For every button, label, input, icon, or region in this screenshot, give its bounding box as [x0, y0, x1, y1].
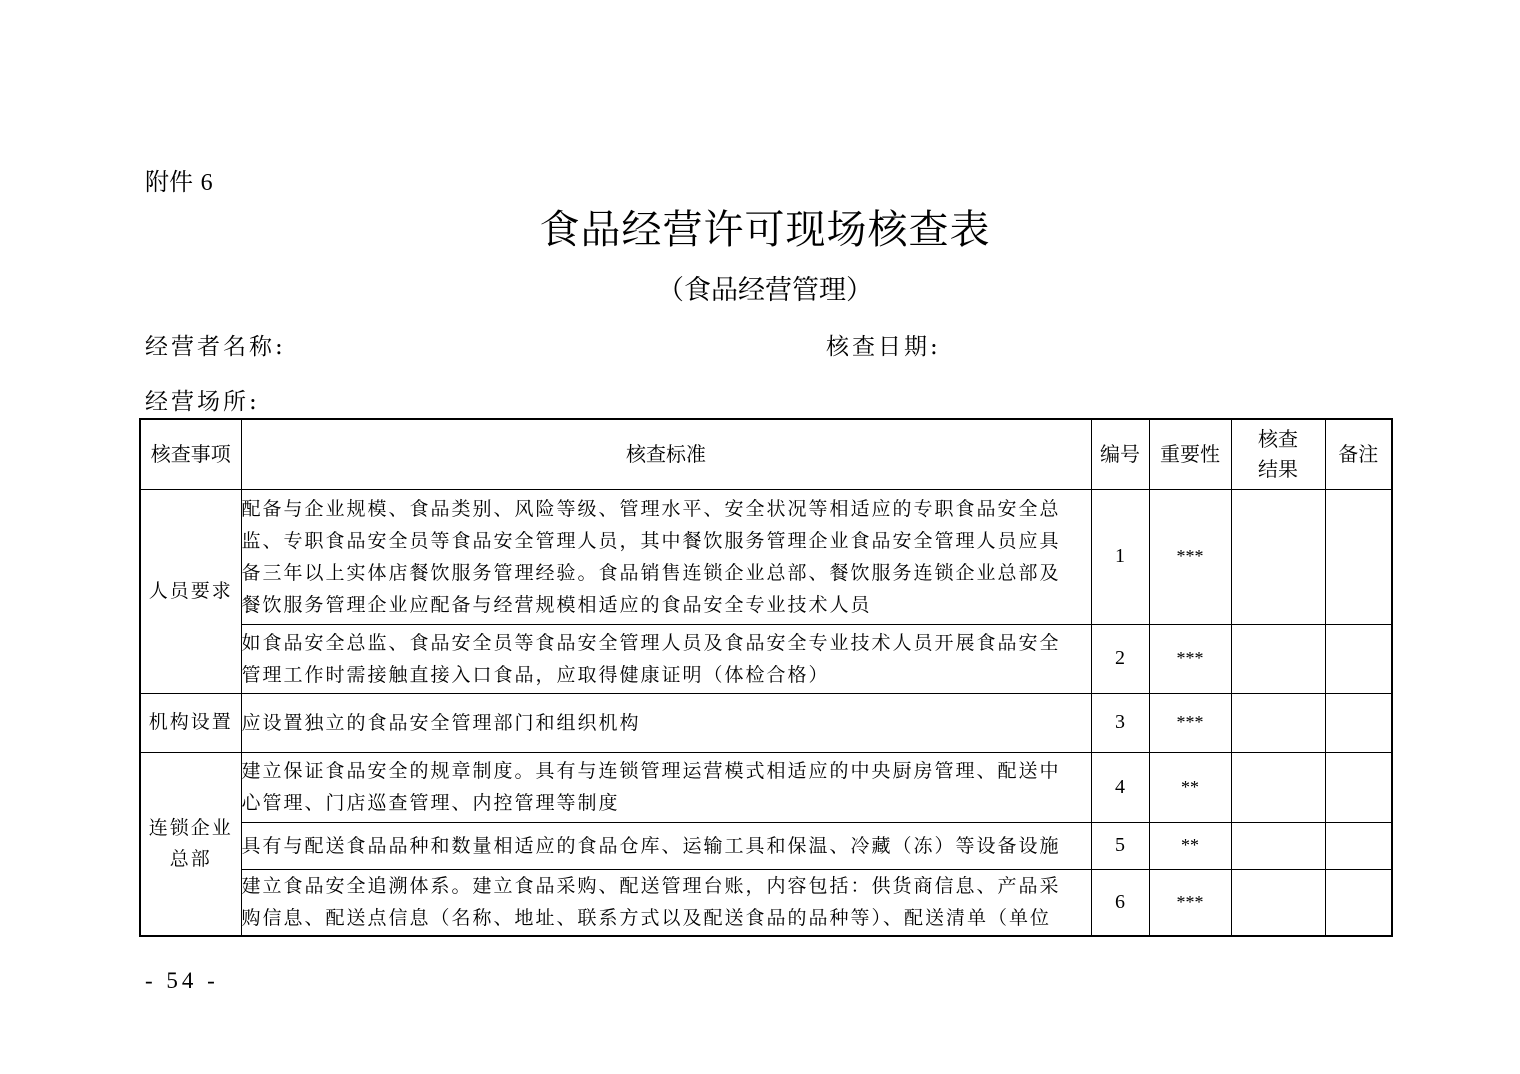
table-row	[140, 489, 1392, 624]
header-remarks: 备注	[1325, 419, 1392, 489]
standard-line: 具有与配送食品品种和数量相适应的食品仓库、运输工具和保温、冷藏（冻）等设备设施	[241, 834, 1061, 857]
header-result-line1: 核查	[1258, 427, 1298, 452]
document-title: 食品经营许可现场核查表	[539, 207, 991, 253]
inspection-table	[139, 418, 1393, 937]
result-cell[interactable]	[1231, 489, 1325, 624]
standard-line: 购信息、配送点信息（名称、地址、联系方式以及配送食品的品种等）、配送清单（单位	[241, 907, 1052, 930]
category-cell: 机构设置	[140, 693, 241, 752]
standard-line: 配备与企业规模、食品类别、风险等级、管理水平、安全状况等相适应的专职食品安全总	[241, 497, 1061, 520]
table-row	[140, 693, 1392, 752]
attachment-number: 6	[200, 170, 213, 196]
standard-line: 管理工作时需接触直接入口食品，应取得健康证明（体检合格）	[241, 663, 830, 686]
standard-cell	[241, 869, 1091, 936]
category-cell: 人员要求	[140, 489, 241, 693]
premises-label: 经营场所:	[145, 389, 260, 415]
importance-cell: ***	[1149, 489, 1231, 624]
header-item: 核查事项	[140, 419, 241, 489]
remarks-cell[interactable]	[1325, 752, 1392, 822]
attachment-label	[145, 162, 213, 197]
number-cell: 2	[1091, 624, 1149, 693]
check-date-label: 核查日期:	[826, 334, 941, 360]
remarks-cell[interactable]	[1325, 869, 1392, 936]
page-number: - 54 -	[145, 968, 219, 993]
header-standard: 核查标准	[241, 419, 1091, 489]
result-cell[interactable]	[1231, 693, 1325, 752]
header-number: 编号	[1091, 419, 1149, 489]
number-cell: 4	[1091, 752, 1149, 822]
standard-line: 建立食品安全追溯体系。建立食品采购、配送管理台账，内容包括：供货商信息、产品采	[241, 875, 1061, 898]
document-subtitle: （食品经营管理）	[657, 275, 873, 306]
header-result-line2: 结果	[1258, 457, 1298, 482]
table-row	[140, 822, 1392, 869]
importance-cell: **	[1149, 752, 1231, 822]
table-row	[140, 869, 1392, 936]
attachment-text: 附件	[145, 168, 193, 196]
standard-cell	[241, 624, 1091, 693]
standard-cell	[241, 822, 1091, 869]
result-cell[interactable]	[1231, 822, 1325, 869]
number-cell: 1	[1091, 489, 1149, 624]
standard-cell	[241, 489, 1091, 624]
importance-cell: **	[1149, 822, 1231, 869]
header-result	[1231, 419, 1325, 489]
category-line: 连锁企业	[148, 816, 233, 839]
standard-cell	[241, 752, 1091, 822]
standard-line: 餐饮服务管理企业应配备与经营规模相适应的食品安全专业技术人员	[241, 593, 872, 616]
remarks-cell[interactable]	[1325, 693, 1392, 752]
result-cell[interactable]	[1231, 752, 1325, 822]
number-cell: 6	[1091, 869, 1149, 936]
header-importance: 重要性	[1149, 419, 1231, 489]
table-row	[140, 624, 1392, 693]
importance-cell: ***	[1149, 869, 1231, 936]
category-cell	[140, 752, 241, 936]
result-cell[interactable]	[1231, 869, 1325, 936]
importance-cell: ***	[1149, 693, 1231, 752]
standard-line: 如食品安全总监、食品安全员等食品安全管理人员及食品安全专业技术人员开展食品安全	[241, 631, 1061, 654]
number-cell: 3	[1091, 693, 1149, 752]
operator-name-label: 经营者名称:	[145, 334, 286, 360]
standard-line: 建立保证食品安全的规章制度。具有与连锁管理运营模式相适应的中央厨房管理、配送中	[241, 760, 1061, 782]
remarks-cell[interactable]	[1325, 489, 1392, 624]
standard-line: 应设置独立的食品安全管理部门和组织机构	[241, 711, 641, 734]
remarks-cell[interactable]	[1325, 822, 1392, 869]
remarks-cell[interactable]	[1325, 624, 1392, 693]
importance-cell: ***	[1149, 624, 1231, 693]
number-cell: 5	[1091, 822, 1149, 869]
result-cell[interactable]	[1231, 624, 1325, 693]
table-header-row	[140, 419, 1392, 489]
standard-cell	[241, 693, 1091, 752]
table-row	[140, 752, 1392, 822]
category-line: 总部	[169, 847, 212, 870]
standard-line: 监、专职食品安全员等食品安全管理人员，其中餐饮服务管理企业食品安全管理人员应具	[241, 529, 1061, 552]
standard-line: 备三年以上实体店餐饮服务管理经验。食品销售连锁企业总部、餐饮服务连锁企业总部及	[241, 561, 1061, 584]
standard-line: 心管理、门店巡查管理、内控管理等制度	[241, 792, 620, 814]
